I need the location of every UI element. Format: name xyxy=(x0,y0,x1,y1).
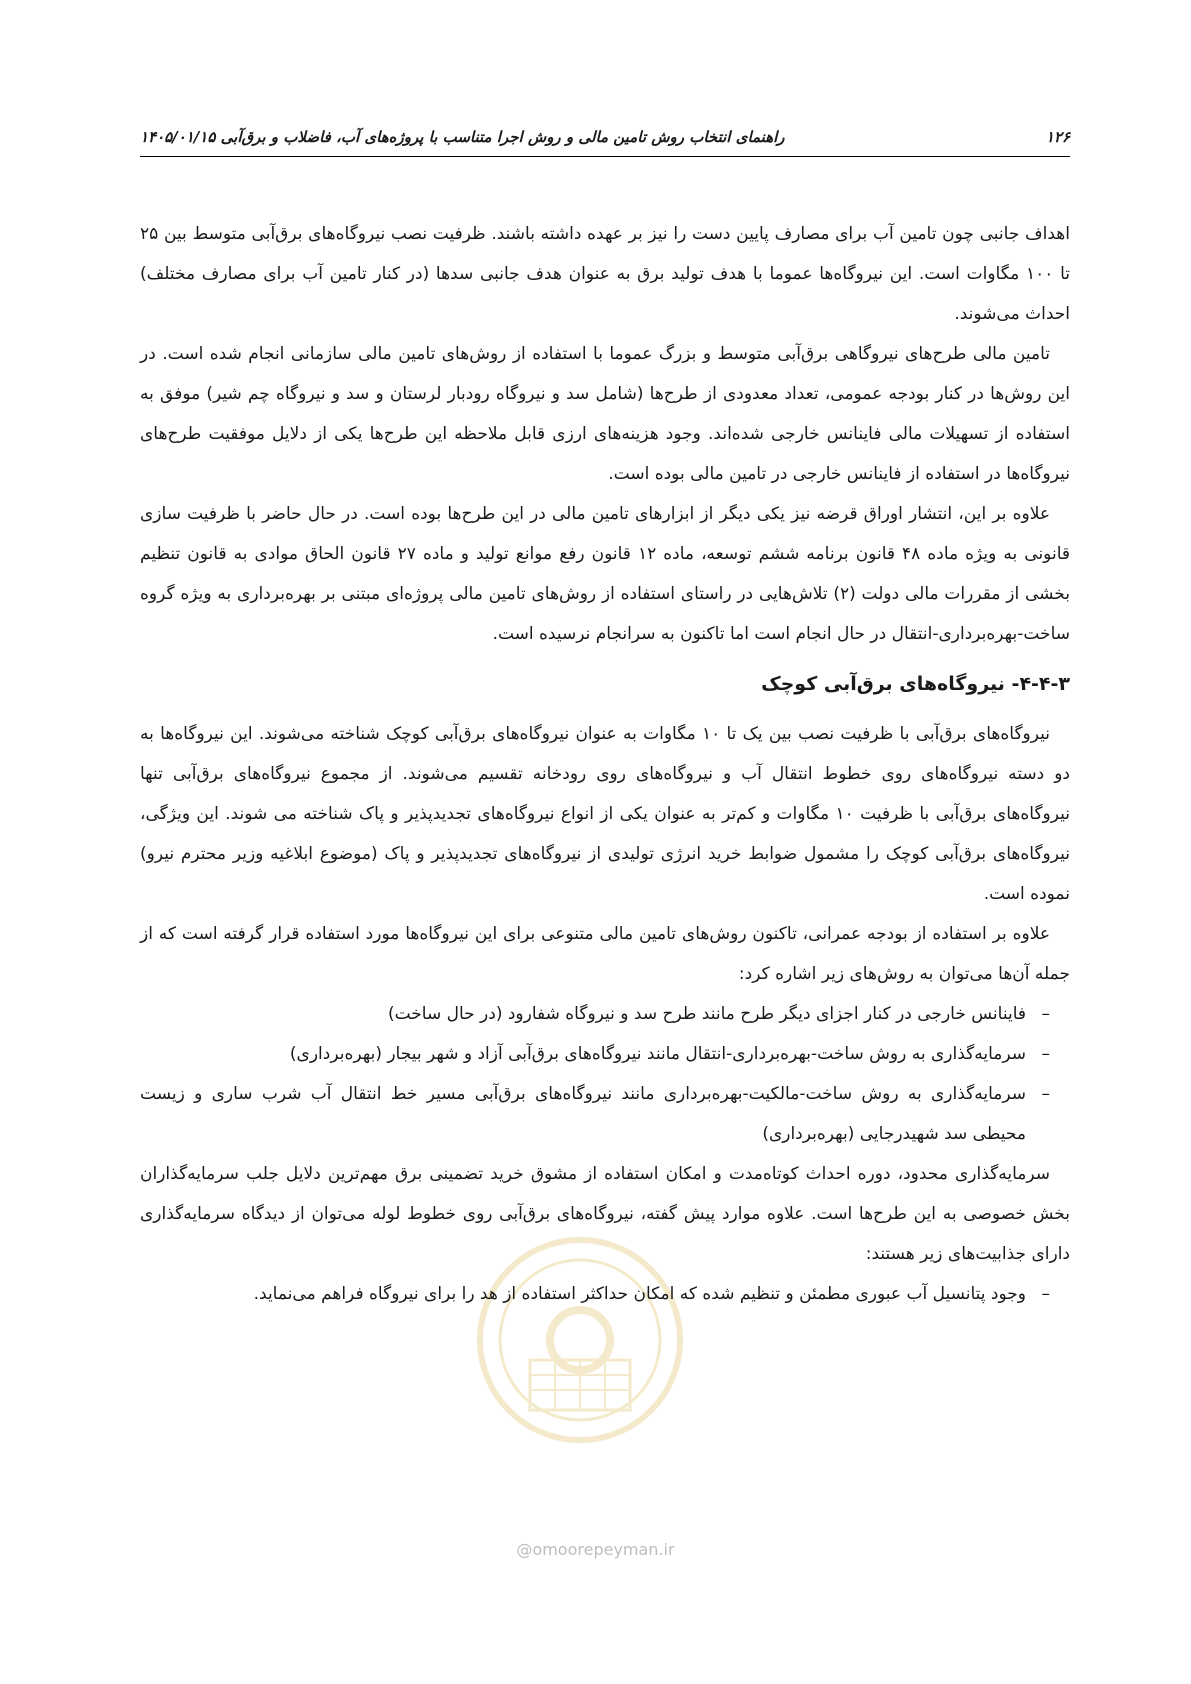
page-number: ۱۲۶ xyxy=(1045,128,1070,146)
dash-bullet: – xyxy=(1041,1044,1050,1064)
funding-methods-list xyxy=(140,994,1070,1154)
list-item: – فاینانس خارجی در کنار اجزای دیگر طرح مانند طرح سد و نیروگاه شفارود (در حال ساخت) xyxy=(140,994,1050,1034)
document-body xyxy=(140,214,1070,1314)
paragraph-2: تامین مالی طرح‌های نیروگاهی برق‌آبی متوسط و بزرگ عموما با استفاده از روش‌های تامین مالی سازمانی انجام شده است. در این روش‌ها در کنار بودجه عمومی، تعداد معدودی از طرح‌ها (شامل سد و نیروگاه رودبار لرستان و سد و نیروگاه چم شیر) موفق به استفاده از تسهیلات مالی فاینانس خارجی شده‌اند. وجود هزینه‌های ارزی قابل ملاحظه این طرح‌ها یکی از دلایل موفقیت طرح‌های نیروگاه‌ها در استفاده از فاینانس خارجی در تامین مالی بوده است. xyxy=(140,344,1070,484)
section-heading: ۴-۴-۳- نیروگاه‌های برق‌آبی کوچک xyxy=(761,673,1070,695)
watermark-text: @omoorepeyman.ir xyxy=(516,1540,675,1559)
list-item: – سرمایه‌گذاری به روش ساخت-مالکیت-بهره‌برداری مانند نیروگاه‌های برق‌آبی مسیر خط انتقال آب شرب ساری و زیست محیطی سد شهیدرجایی (بهره‌برداری) xyxy=(140,1074,1050,1154)
list-item: – سرمایه‌گذاری به روش ساخت-بهره‌برداری-انتقال مانند نیروگاه‌های برق‌آبی آزاد و شهر بیجار (بهره‌برداری) xyxy=(140,1034,1050,1074)
header-title: راهنمای انتخاب روش تامین مالی و روش اجرا متناسب با پروژه‌های آب، فاضلاب و برق‌آبی ۱۴۰۵/۰۱/۱۵ xyxy=(140,128,785,146)
paragraph-3: علاوه بر این، انتشار اوراق قرضه نیز یکی دیگر از ابزارهای تامین مالی در این طرح‌ها بوده است. در حال حاضر با ظرفیت سازی قانونی به ویژه ماده ۴۸ قانون برنامه ششم توسعه، ماده ۱۲ قانون رفع موانع تولید و ماده ۲۷ قانون الحاق موادی به قانون تنظیم بخشی از مقررات مالی دولت (۲) تلاش‌هایی در راستای استفاده از روش‌های تامین مالی پروژه‌ای مبتنی بر بهره‌برداری به ویژه گروه ساخت-بهره‌برداری-انتقال در حال انجام است اما تاکنون به سرانجام نرسیده است. xyxy=(140,504,1071,644)
header-divider xyxy=(140,156,1070,157)
dash-bullet: – xyxy=(1041,1004,1050,1024)
dash-bullet: – xyxy=(1041,1284,1050,1304)
paragraph-6: سرمایه‌گذاری محدود، دوره احداث کوتاه‌مدت و امکان استفاده از مشوق خرید تضمینی برق مهم‌ترین دلایل جلب سرمایه‌گذاران بخش خصوصی به این طرح‌ها است. علاوه موارد پیش گفته، نیروگاه‌های برق‌آبی روی خطوط لوله می‌توان از دیدگاه سرمایه‌گذاری دارای جذابیت‌های زیر هستند: xyxy=(140,1164,1070,1264)
dash-bullet: – xyxy=(1041,1084,1050,1104)
page-header xyxy=(140,128,1070,150)
paragraph-4: نیروگاه‌های برق‌آبی با ظرفیت نصب بین یک تا ۱۰ مگاوات به عنوان نیروگاه‌های برق‌آبی کوچک شناخته می‌شوند. این نیروگاه‌ها به دو دسته نیروگاه‌های روی خطوط انتقال آب و نیروگاه‌های روی رودخانه تقسیم می‌شوند. از مجموع نیروگاه‌های برق‌آبی تنها نیروگاه‌های برق‌آبی با ظرفیت ۱۰ مگاوات و کم‌تر به عنوان یکی از انواع نیروگاه‌های تجدیدپذیر و پاک شناخته می شوند. این ویژگی، نیروگاه‌های برق‌آبی کوچک را مشمول ضوابط خرید انرژی تولیدی از نیروگاه‌های تجدیدپذیر و پاک (موضوع ابلاغیه وزیر محترم نیرو) نموده است. xyxy=(140,724,1070,904)
paragraph-5: علاوه بر استفاده از بودجه عمرانی، تاکنون روش‌های تامین مالی متنوعی برای این نیروگاه‌ها مورد استفاده قرار گرفته است که از جمله آن‌ها می‌توان به روش‌های زیر اشاره کرد: xyxy=(140,924,1070,984)
attractions-list xyxy=(140,1274,1070,1314)
list-item: – وجود پتانسیل آب عبوری مطمئن و تنظیم شده که امکان حداکثر استفاده از هد را برای نیروگاه فراهم می‌نماید. xyxy=(140,1274,1050,1314)
paragraph-1: اهداف جانبی چون تامین آب برای مصارف پایین دست را نیز بر عهده داشته باشند. ظرفیت نصب نیروگاه‌های برق‌آبی متوسط بین ۲۵ تا ۱۰۰ مگاوات است. این نیروگاه‌ها عموما با هدف تولید برق به عنوان هدف جانبی سدها (در کنار تامین آب برای مصارف مختلف) احداث می‌شوند. xyxy=(140,224,1070,324)
